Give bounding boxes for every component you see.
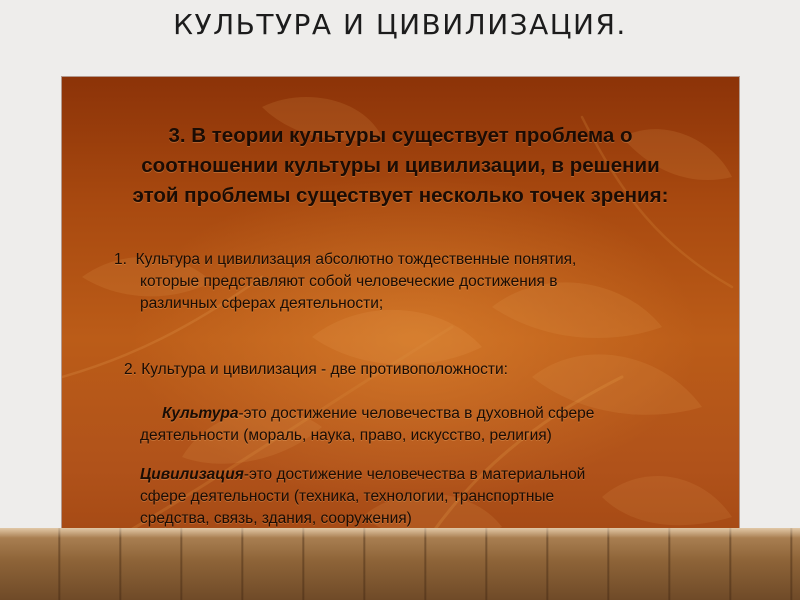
heading-line: 3. В теории культуры существует проблема о [168,124,633,147]
viewpoint-1-line-1 [114,249,576,271]
viewpoint-1-line-3: различных сферах деятельности; [140,295,384,312]
definition-civilization-line-3: средства, связь, здания, сооружения) [140,510,412,527]
slide-body [62,77,739,600]
definition-text: -это достижение человечества в духовной сфере [238,405,595,422]
definition-culture-line-2: деятельности (мораль, наука, право, искусство, религия) [140,427,552,444]
definition-civilization [140,464,585,530]
definition-term: Цивилизация [140,466,244,483]
viewpoint-1-line-2: которые представляют собой человеческие достижения в [140,273,558,290]
viewpoint-1-text: Культура и цивилизация абсолютно тождественные понятия, [135,251,577,268]
viewpoint-1 [114,249,576,315]
definition-civilization-line-1 [140,464,585,486]
wooden-floor [0,528,800,600]
definition-culture-line-1 [140,403,594,425]
definition-text: -это достижение человечества в материальной [243,466,586,483]
slide-title: КУЛЬТУРА И ЦИВИЛИЗАЦИЯ. [173,8,627,41]
viewpoint-2: 2. Культура и цивилизация - две противоположности: [124,361,508,378]
question-heading [62,121,739,211]
slide-picture [62,77,739,600]
heading-line: этой проблемы существует несколько точек зрения: [132,184,669,207]
heading-line: соотношении культуры и цивилизации, в решении [141,154,660,177]
definition-culture [140,403,594,447]
definition-term: Культура [162,405,239,422]
definition-civilization-line-2: сфере деятельности (техника, технологии, транспортные [140,488,555,505]
viewpoint-1-number: 1. [114,251,127,268]
